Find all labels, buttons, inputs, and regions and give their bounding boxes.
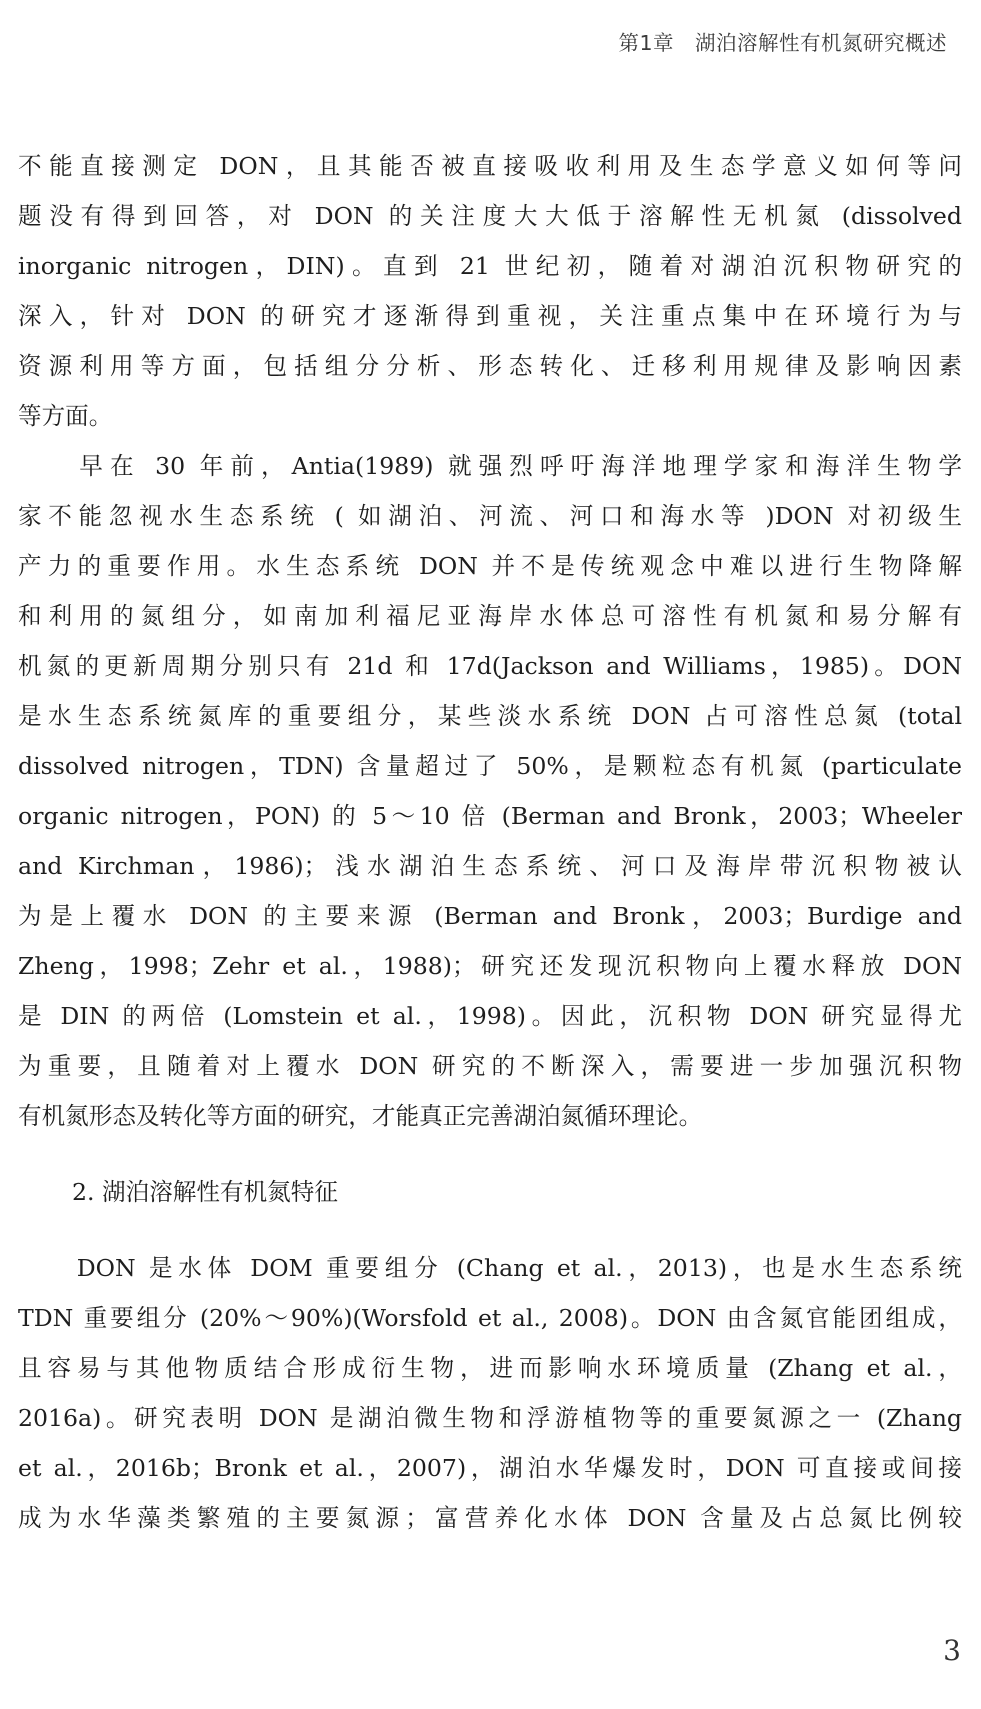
text-line: 是水生态系统氮库的重要组分，某些淡水系统 DON 占可溶性总氮 (total (18, 702, 962, 730)
text-line: inorganic nitrogen，DIN)。直到 21 世纪初，随着对湖泊沉积物研究的 (18, 252, 962, 280)
text-line: DON 是水体 DOM 重要组分 (Chang et al.，2013)，也是水生态系统 (18, 1254, 962, 1282)
text-line: 家不能忽视水生态系统 ( 如湖泊、河流、河口和海水等 )DON 对初级生 (18, 502, 962, 530)
text-line: and Kirchman，1986)；浅水湖泊生态系统、河口及海岸带沉积物被认 (18, 852, 962, 880)
text-line: Zheng，1998；Zehr et al.，1988)；研究还发现沉积物向上覆水释放 DON (18, 952, 962, 980)
text-line: 2016a)。研究表明 DON 是湖泊微生物和浮游植物等的重要氮源之一 (Zhang (18, 1404, 962, 1432)
text-line: TDN 重要组分 (20%～90%)(Worsfold et al., 2008)。DON 由含氮官能团组成， (18, 1304, 962, 1332)
text-line: 产力的重要作用。水生态系统 DON 并不是传统观念中难以进行生物降解 (18, 552, 962, 580)
text-line: 深入，针对 DON 的研究才逐渐得到重视，关注重点集中在环境行为与 (18, 302, 962, 330)
text-line: 题没有得到回答，对 DON 的关注度大大低于溶解性无机氮 (dissolved (18, 202, 962, 230)
page-number: 3 (943, 1634, 961, 1667)
text-line: 机氮的更新周期分别只有 21d 和 17d(Jackson and Williams，1985)。DON (18, 652, 962, 680)
text-line: 不能直接测定 DON，且其能否被直接吸收利用及生态学意义如何等问 (18, 152, 962, 180)
spacer (18, 1141, 962, 1167)
spacer (18, 1217, 962, 1243)
running-header: 第1章 湖泊溶解性有机氮研究概述 (618, 31, 947, 55)
text-line: 早在 30 年前，Antia(1989) 就强烈呼吁海洋地理学家和海洋生物学 (18, 452, 962, 480)
text-line: et al.，2016b；Bronk et al.，2007)，湖泊水华爆发时，DON 可直接或间接 (18, 1454, 962, 1482)
body-text (18, 141, 962, 1543)
paragraph-3 (18, 1243, 962, 1543)
text-line: 为重要，且随着对上覆水 DON 研究的不断深入，需要进一步加强沉积物 (18, 1052, 962, 1080)
text-line: 成为水华藻类繁殖的主要氮源；富营养化水体 DON 含量及占总氮比例较 (18, 1504, 962, 1532)
text-line: 且容易与其他物质结合形成衍生物，进而影响水环境质量 (Zhang et al.， (18, 1354, 962, 1382)
paragraph-1 (18, 141, 962, 441)
text-line: 资源利用等方面，包括组分分析、形态转化、迁移利用规律及影响因素 (18, 352, 962, 380)
paragraph-2 (18, 441, 962, 1141)
text-line: organic nitrogen，PON) 的 5～10 倍 (Berman and Bronk，2003；Wheeler (18, 802, 962, 830)
section-heading: 2. 湖泊溶解性有机氮特征 (72, 1178, 338, 1206)
text-line: 和利用的氮组分，如南加利福尼亚海岸水体总可溶性有机氮和易分解有 (18, 602, 962, 630)
text-line: 为是上覆水 DON 的主要来源 (Berman and Bronk，2003；Burdige and (18, 902, 962, 930)
text-line: 是 DIN 的两倍 (Lomstein et al.，1998)。因此，沉积物 DON 研究显得尤 (18, 1002, 962, 1030)
text-line: 等方面。 (18, 402, 113, 430)
text-line: dissolved nitrogen，TDN) 含量超过了 50%，是颗粒态有机氮 (particulate (18, 752, 962, 780)
text-line: 有机氮形态及转化等方面的研究，才能真正完善湖泊氮循环理论。 (18, 1102, 703, 1130)
